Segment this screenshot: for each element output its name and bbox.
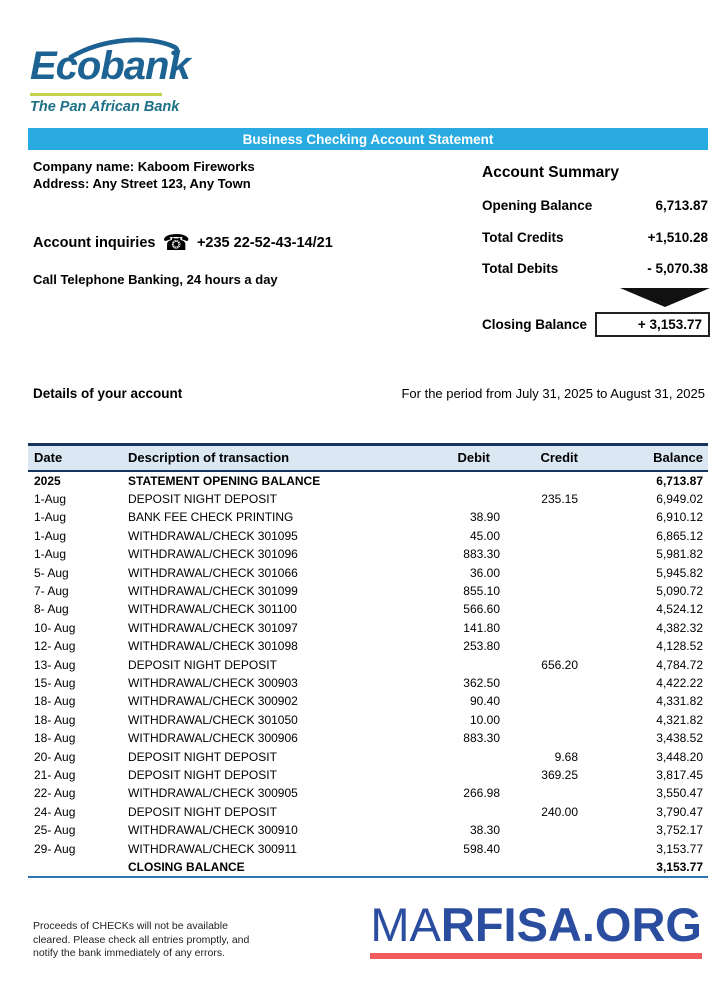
- summary-row-opening-balance: [482, 198, 708, 213]
- summary-value: +1,510.28: [647, 230, 708, 245]
- cell-date: 18- Aug: [34, 712, 76, 727]
- cell-description: DEPOSIT NIGHT DEPOSIT: [128, 657, 277, 672]
- footer-notice: [33, 920, 249, 961]
- cell-credit: [508, 858, 588, 877]
- cell-debit: [393, 471, 508, 490]
- closing-balance-row: [482, 312, 710, 337]
- cell-credit: [508, 600, 588, 618]
- cell-credit: 369.25: [541, 768, 578, 782]
- company-info: [33, 158, 255, 192]
- cell-credit: [508, 729, 588, 747]
- cell-balance: 3,438.52: [656, 731, 703, 746]
- transactions-table: [28, 443, 708, 878]
- closing-balance-value-box: [595, 312, 710, 337]
- bank-logo: [30, 36, 230, 115]
- statement-title: Business Checking Account Statement: [242, 131, 494, 147]
- cell-balance: 4,331.82: [656, 694, 703, 709]
- table-row: [28, 637, 708, 655]
- cell-balance: 4,422.22: [656, 675, 703, 690]
- cell-debit: 855.10: [463, 583, 500, 598]
- cell-debit: 883.30: [463, 731, 500, 746]
- cell-credit: [508, 674, 588, 692]
- cell-credit: [508, 508, 588, 526]
- cell-credit: [508, 619, 588, 637]
- cell-debit: 253.80: [463, 639, 500, 654]
- table-row: [28, 729, 708, 747]
- cell-description: WITHDRAWAL/CHECK 301066: [128, 565, 298, 580]
- cell-description: WITHDRAWAL/CHECK 300906: [128, 731, 298, 746]
- site-logo: [370, 900, 702, 959]
- cell-description: WITHDRAWAL/CHECK 300905: [128, 786, 298, 801]
- cell-date: 1-Aug: [34, 510, 67, 525]
- closing-balance-value: + 3,153.77: [637, 317, 702, 332]
- bank-name: Ecobank: [30, 44, 190, 88]
- table-row: [28, 564, 708, 582]
- cell-debit: 45.00: [469, 528, 500, 543]
- table-row: [28, 582, 708, 600]
- transactions-table-body: [28, 471, 708, 878]
- cell-balance: 3,448.20: [656, 749, 703, 764]
- column-header-balance: Balance: [588, 445, 708, 471]
- cell-balance: 3,817.45: [656, 768, 703, 782]
- cell-date: 12- Aug: [34, 639, 76, 654]
- cell-description: WITHDRAWAL/CHECK 300911: [128, 841, 297, 856]
- cell-credit: [508, 564, 588, 582]
- cell-credit: [508, 637, 588, 655]
- cell-description: WITHDRAWAL/CHECK 300903: [128, 675, 298, 690]
- cell-date: 1-Aug: [34, 491, 67, 506]
- summary-label: Total Credits: [482, 230, 564, 245]
- cell-description: DEPOSIT NIGHT DEPOSIT: [128, 491, 277, 506]
- column-header-date: Date: [28, 445, 128, 471]
- cell-balance: 5,981.82: [656, 547, 703, 562]
- table-row: [28, 766, 708, 784]
- summary-label: Opening Balance: [482, 198, 593, 213]
- cell-balance: 5,945.82: [656, 565, 703, 580]
- cell-credit: [508, 692, 588, 710]
- summary-value: 6,713.87: [655, 198, 708, 213]
- cell-description: DEPOSIT NIGHT DEPOSIT: [128, 804, 277, 819]
- cell-balance: 3,752.17: [656, 823, 703, 838]
- cell-debit: 362.50: [463, 675, 500, 690]
- logo-swoosh-icon: [64, 34, 182, 60]
- table-row: [28, 545, 708, 563]
- cell-description: WITHDRAWAL/CHECK 301050: [128, 712, 298, 727]
- table-row: [28, 471, 708, 490]
- cell-date: 8- Aug: [34, 602, 69, 617]
- cell-date: 24- Aug: [34, 804, 76, 819]
- bank-logo-wordmark: [30, 36, 230, 92]
- table-row: [28, 748, 708, 766]
- cell-credit: 235.15: [541, 491, 578, 506]
- table-row: [28, 803, 708, 821]
- cell-date: 10- Aug: [34, 620, 76, 635]
- cell-balance: 3,153.77: [588, 858, 708, 877]
- closing-balance-label: Closing Balance: [482, 317, 588, 332]
- details-heading: Details of your account: [33, 386, 183, 401]
- statement-title-banner: [28, 128, 708, 150]
- cell-balance: 3,153.77: [656, 841, 703, 856]
- column-header-debit: Debit: [393, 445, 508, 471]
- cell-debit: 38.30: [469, 823, 500, 838]
- cell-debit: [393, 748, 508, 766]
- table-row: [28, 674, 708, 692]
- cell-date: 21- Aug: [34, 768, 76, 782]
- account-inquiries-line: [33, 230, 333, 256]
- cell-date: 5- Aug: [34, 565, 69, 580]
- footer-notice-line: cleared. Please check all entries promptly, and: [33, 933, 250, 946]
- table-row: [28, 508, 708, 526]
- cell-date: 1-Aug: [34, 528, 67, 543]
- cell-date: 7- Aug: [34, 583, 69, 598]
- account-summary-title: Account Summary: [482, 164, 619, 181]
- cell-credit: 240.00: [541, 804, 578, 819]
- table-row: [28, 821, 708, 839]
- table-row: [28, 784, 708, 802]
- company-name-line: Company name: Kaboom Fireworks: [33, 159, 255, 174]
- cell-credit: [508, 784, 588, 802]
- cell-balance: 6,865.12: [656, 528, 703, 543]
- footer-notice-line: notify the bank immediately of any errors.: [33, 947, 226, 959]
- cell-balance: 4,382.32: [656, 620, 703, 635]
- cell-date: 18- Aug: [34, 694, 76, 709]
- cell-balance: 4,784.72: [656, 657, 703, 672]
- cell-balance: 4,321.82: [656, 712, 703, 727]
- table-row: [28, 600, 708, 618]
- summary-row-total-debits: [482, 261, 708, 276]
- cell-credit: [508, 527, 588, 545]
- cell-balance: 3,550.47: [656, 786, 703, 801]
- cell-debit: 598.40: [463, 841, 500, 856]
- cell-debit: [393, 490, 508, 508]
- cell-credit: [508, 582, 588, 600]
- column-header-description: Description of transaction: [128, 445, 393, 471]
- table-row: [28, 656, 708, 674]
- cell-balance: 4,128.52: [656, 639, 703, 654]
- table-row: [28, 840, 708, 858]
- cell-description: WITHDRAWAL/CHECK 301097: [128, 620, 298, 635]
- site-logo-suffix: RFISA.ORG: [440, 898, 702, 951]
- summary-label: Total Debits: [482, 261, 559, 276]
- cell-debit: 10.00: [469, 712, 500, 727]
- cell-description: BANK FEE CHECK PRINTING: [128, 510, 294, 525]
- cell-balance: 3,790.47: [656, 804, 703, 819]
- table-row: [28, 490, 708, 508]
- cell-date: 15- Aug: [34, 675, 76, 690]
- cell-credit: [508, 711, 588, 729]
- cell-credit: 9.68: [554, 749, 578, 764]
- table-row: [28, 619, 708, 637]
- cell-credit: 656.20: [541, 657, 578, 672]
- cell-description: STATEMENT OPENING BALANCE: [128, 473, 321, 488]
- cell-date: 25- Aug: [34, 823, 76, 838]
- transactions-table-header: [28, 445, 708, 471]
- cell-description: DEPOSIT NIGHT DEPOSIT: [128, 749, 277, 764]
- inquiries-label: Account inquiries: [33, 235, 156, 251]
- company-address-line: Address: Any Street 123, Any Town: [33, 176, 251, 191]
- cell-balance: 6,910.12: [656, 510, 703, 525]
- cell-debit: [393, 766, 508, 784]
- cell-date: [28, 858, 128, 877]
- cell-description: WITHDRAWAL/CHECK 300902: [128, 694, 298, 709]
- cell-date: 20- Aug: [34, 749, 76, 764]
- cell-description: WITHDRAWAL/CHECK 301096: [128, 547, 298, 562]
- cell-credit: [508, 471, 588, 490]
- cell-balance: 5,090.72: [656, 583, 703, 598]
- cell-balance: 6,713.87: [656, 473, 703, 488]
- column-header-credit: Credit: [508, 445, 588, 471]
- bank-tagline: The Pan African Bank: [30, 99, 180, 115]
- cell-debit: 36.00: [469, 565, 500, 580]
- cell-balance: 4,524.12: [656, 602, 703, 617]
- cell-debit: 266.98: [463, 786, 500, 801]
- statement-period: For the period from July 31, 2025 to August 31, 2025: [401, 386, 705, 401]
- site-logo-prefix: MA: [370, 898, 441, 951]
- logo-underline: [30, 93, 162, 96]
- cell-description: CLOSING BALANCE: [128, 858, 393, 877]
- phone-icon: ☎: [162, 230, 190, 255]
- cell-date: 29- Aug: [34, 841, 76, 856]
- cell-description: DEPOSIT NIGHT DEPOSIT: [128, 768, 277, 782]
- cell-date: 18- Aug: [34, 731, 76, 746]
- cell-debit: 883.30: [463, 547, 500, 562]
- cell-debit: [393, 803, 508, 821]
- cell-credit: [508, 545, 588, 563]
- cell-description: WITHDRAWAL/CHECK 301098: [128, 639, 298, 654]
- cell-description: WITHDRAWAL/CHECK 301095: [128, 528, 298, 543]
- cell-credit: [508, 821, 588, 839]
- cell-debit: 38.90: [469, 510, 500, 525]
- cell-debit: 566.60: [463, 602, 500, 617]
- cell-date: 22- Aug: [34, 786, 76, 801]
- telephone-banking-line: Call Telephone Banking, 24 hours a day: [33, 272, 278, 287]
- cell-debit: [393, 858, 508, 877]
- cell-balance: 6,949.02: [656, 491, 703, 506]
- cell-description: WITHDRAWAL/CHECK 301099: [128, 583, 298, 598]
- cell-credit: [508, 840, 588, 858]
- summary-row-total-credits: [482, 230, 708, 245]
- table-row: [28, 858, 708, 877]
- cell-date: 2025: [34, 473, 61, 488]
- table-row: [28, 692, 708, 710]
- cell-description: WITHDRAWAL/CHECK 301100: [128, 602, 297, 617]
- footer-notice-line: Proceeds of CHECKs will not be available: [33, 920, 228, 932]
- table-row: [28, 711, 708, 729]
- table-row: [28, 527, 708, 545]
- summary-value: - 5,070.38: [647, 261, 708, 276]
- inquiries-phone-number: +235 22-52-43-14/21: [196, 235, 333, 251]
- arrow-down-icon: [620, 288, 710, 307]
- cell-date: 13- Aug: [34, 657, 76, 672]
- cell-debit: 141.80: [463, 620, 500, 635]
- cell-description: WITHDRAWAL/CHECK 300910: [128, 823, 298, 838]
- cell-debit: 90.40: [469, 694, 500, 709]
- cell-debit: [393, 656, 508, 674]
- cell-date: 1-Aug: [34, 547, 67, 562]
